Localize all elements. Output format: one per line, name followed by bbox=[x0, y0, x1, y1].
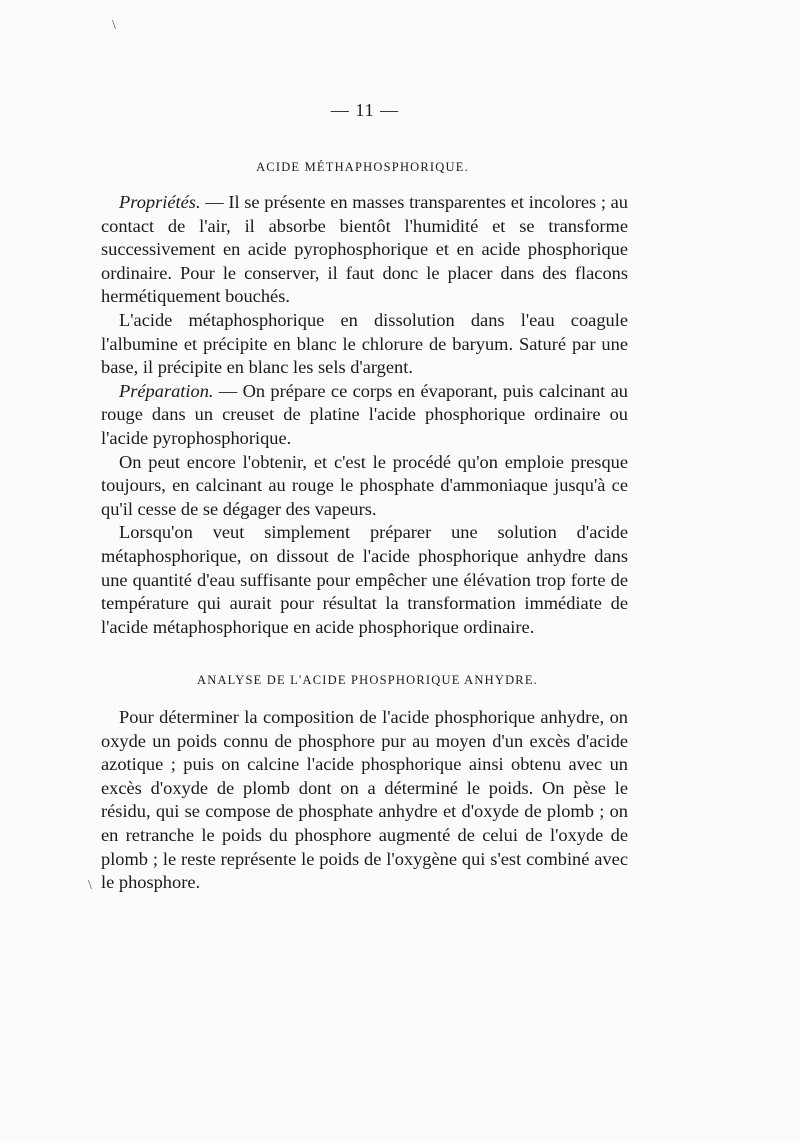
paragraph-lead-preparation: Préparation. bbox=[119, 380, 214, 401]
section-body-metaphosphoric-acid bbox=[101, 191, 628, 639]
paragraph-lead-properties: Propriétés. bbox=[119, 192, 201, 212]
paragraph-composition: Pour déterminer la composition de l'acide phosphorique anhydre, on oxyde un poids connu de phosphore pur au moyen d'un excès d'acide azotique ; puis on calcine l'acide phosphorique ainsi obtenu avec un excès d'oxyde de plomb dont on a déterminé le poids. On pèse le résidu, qui se compose de phosphate anhydre et d'oxyde de plomb ; on en retranche le poids du phosphore augmenté de celui de l'oxyde de plomb ; le reste représente le poids de l'oxygène qui s'est combiné avec le phosphore. bbox=[101, 707, 628, 893]
paragraph-text-properties: — Il se présente en masses transparentes et incolores ; au contact de l'air, il absorbe bientôt l'humidité et se transforme successivement en acide pyrophosphorique et en acide phosphorique ordinaire. Pour le conserver, il faut donc le placer dans des flacons hermétiquement bouchés. bbox=[101, 192, 628, 307]
section-title-metaphosphoric-acid: ACIDE MÉTHAPHOSPHORIQUE. bbox=[256, 160, 469, 174]
paragraph-albumin: L'acide métaphosphorique en dissolution dans l'eau coagule l'albumine et précipite en blanc le chlorure de baryum. Saturé par une base, il précipite en blanc les sels d'argent. bbox=[101, 309, 628, 378]
section-body-anhydrous-analysis bbox=[101, 706, 628, 895]
paragraph-ammonium-phosphate: On peut encore l'obtenir, et c'est le procédé qu'on emploie presque toujours, en calcinant au rouge le phosphate d'ammoniaque jusqu'à ce qu'il cesse de se dégager des vapeurs. bbox=[101, 451, 628, 519]
paragraph-properties bbox=[101, 191, 628, 309]
page-number: — 11 — bbox=[330, 100, 400, 120]
section-title-anhydrous-analysis: ANALYSE DE L'ACIDE PHOSPHORIQUE ANHYDRE. bbox=[196, 673, 539, 687]
paragraph-solution: Lorsqu'on veut simplement préparer une solution d'acide métaphosphorique, on dissout de l'acide phosphorique anhydre dans une quantité d'eau suffisante pour empêcher une élévation trop forte de température qui aurait pour résultat la transformation immédiate de l'acide métaphosphorique en acide phosphorique ordinaire. bbox=[101, 522, 628, 637]
margin-mark: \ bbox=[112, 18, 116, 33]
paragraph-text-preparation: — On prépare ce corps en évaporant, puis calcinant au rouge dans un creuset de platine l'acide phosphorique ordinaire ou l'acide pyrophosphorique. bbox=[101, 380, 628, 448]
paragraph-preparation bbox=[101, 380, 628, 451]
margin-mark: \ bbox=[88, 878, 92, 893]
